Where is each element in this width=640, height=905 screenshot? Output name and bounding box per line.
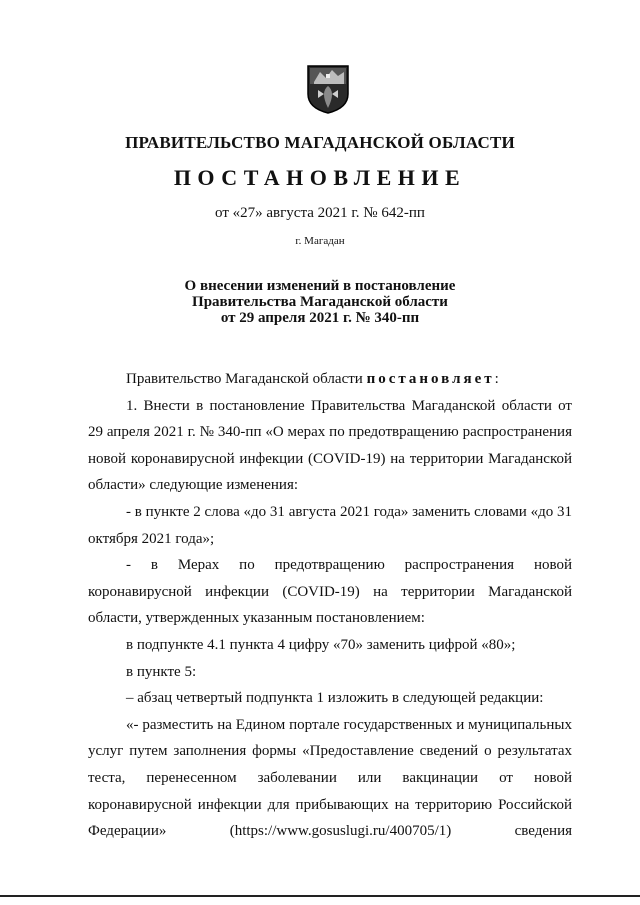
document-date-number: от «27» августа 2021 г. № 642-пп bbox=[215, 205, 425, 221]
page-bottom-border bbox=[0, 895, 640, 897]
document-type-title: ПОСТАНОВЛЕНИЕ bbox=[173, 165, 467, 190]
intro-prefix: Правительство Магаданской области bbox=[126, 371, 367, 387]
paragraph-2: - в пункте 2 слова «до 31 августа 2021 года» заменить словами «до 31 октября 2021 года»; bbox=[88, 503, 572, 547]
subject-line-2: Правительства Магаданской области bbox=[192, 294, 448, 310]
subject-line-1: О внесении изменений в постановление bbox=[184, 278, 456, 294]
intro-paragraph bbox=[88, 366, 572, 393]
intro-suffix: : bbox=[494, 371, 499, 387]
paragraph-7: «- разместить на Едином портале государственных и муниципальных услуг путем заполнения формы «Предоставление сведений о результатах теста, перенесенном заболевании или вакцинации от новой коронавирусной инфекции для прибывающих на территорию Российской Федерации» (https://www.gosuslugi.ru/400705/1) сведения bbox=[88, 716, 572, 840]
paragraph-6: – абзац четвертый подпункта 1 изложить в следующей редакции: bbox=[126, 690, 544, 707]
paragraph-1: 1. Внести в постановление Правительства Магаданской области от 29 апреля 2021 г. № 340-пп «О мерах по предотвращению распространения новой коронавирусной инфекции (COVID-19) на территории Магаданской области» следующие изменения: bbox=[88, 397, 572, 494]
paragraph-3: - в Мерах по предотвращению распространения новой коронавирусной инфекции (COVID-19) на территории Магаданской области, утвержденных указанным постановлением: bbox=[88, 557, 572, 627]
paragraph-4: в подпункте 4.1 пункта 4 цифру «70» заменить цифрой «80»; bbox=[126, 636, 516, 653]
paragraph-5: в пункте 5: bbox=[126, 663, 197, 680]
government-name: ПРАВИТЕЛЬСТВО МАГАДАНСКОЙ ОБЛАСТИ bbox=[125, 133, 515, 152]
subject-line-3: от 29 апреля 2021 г. № 340-пп bbox=[220, 310, 420, 326]
document-city: г. Магадан bbox=[295, 235, 345, 247]
intro-spaced-verb: постановляет bbox=[366, 371, 495, 387]
document-body bbox=[88, 366, 572, 845]
document-subject bbox=[0, 278, 640, 326]
coat-of-arms-icon bbox=[306, 64, 350, 114]
